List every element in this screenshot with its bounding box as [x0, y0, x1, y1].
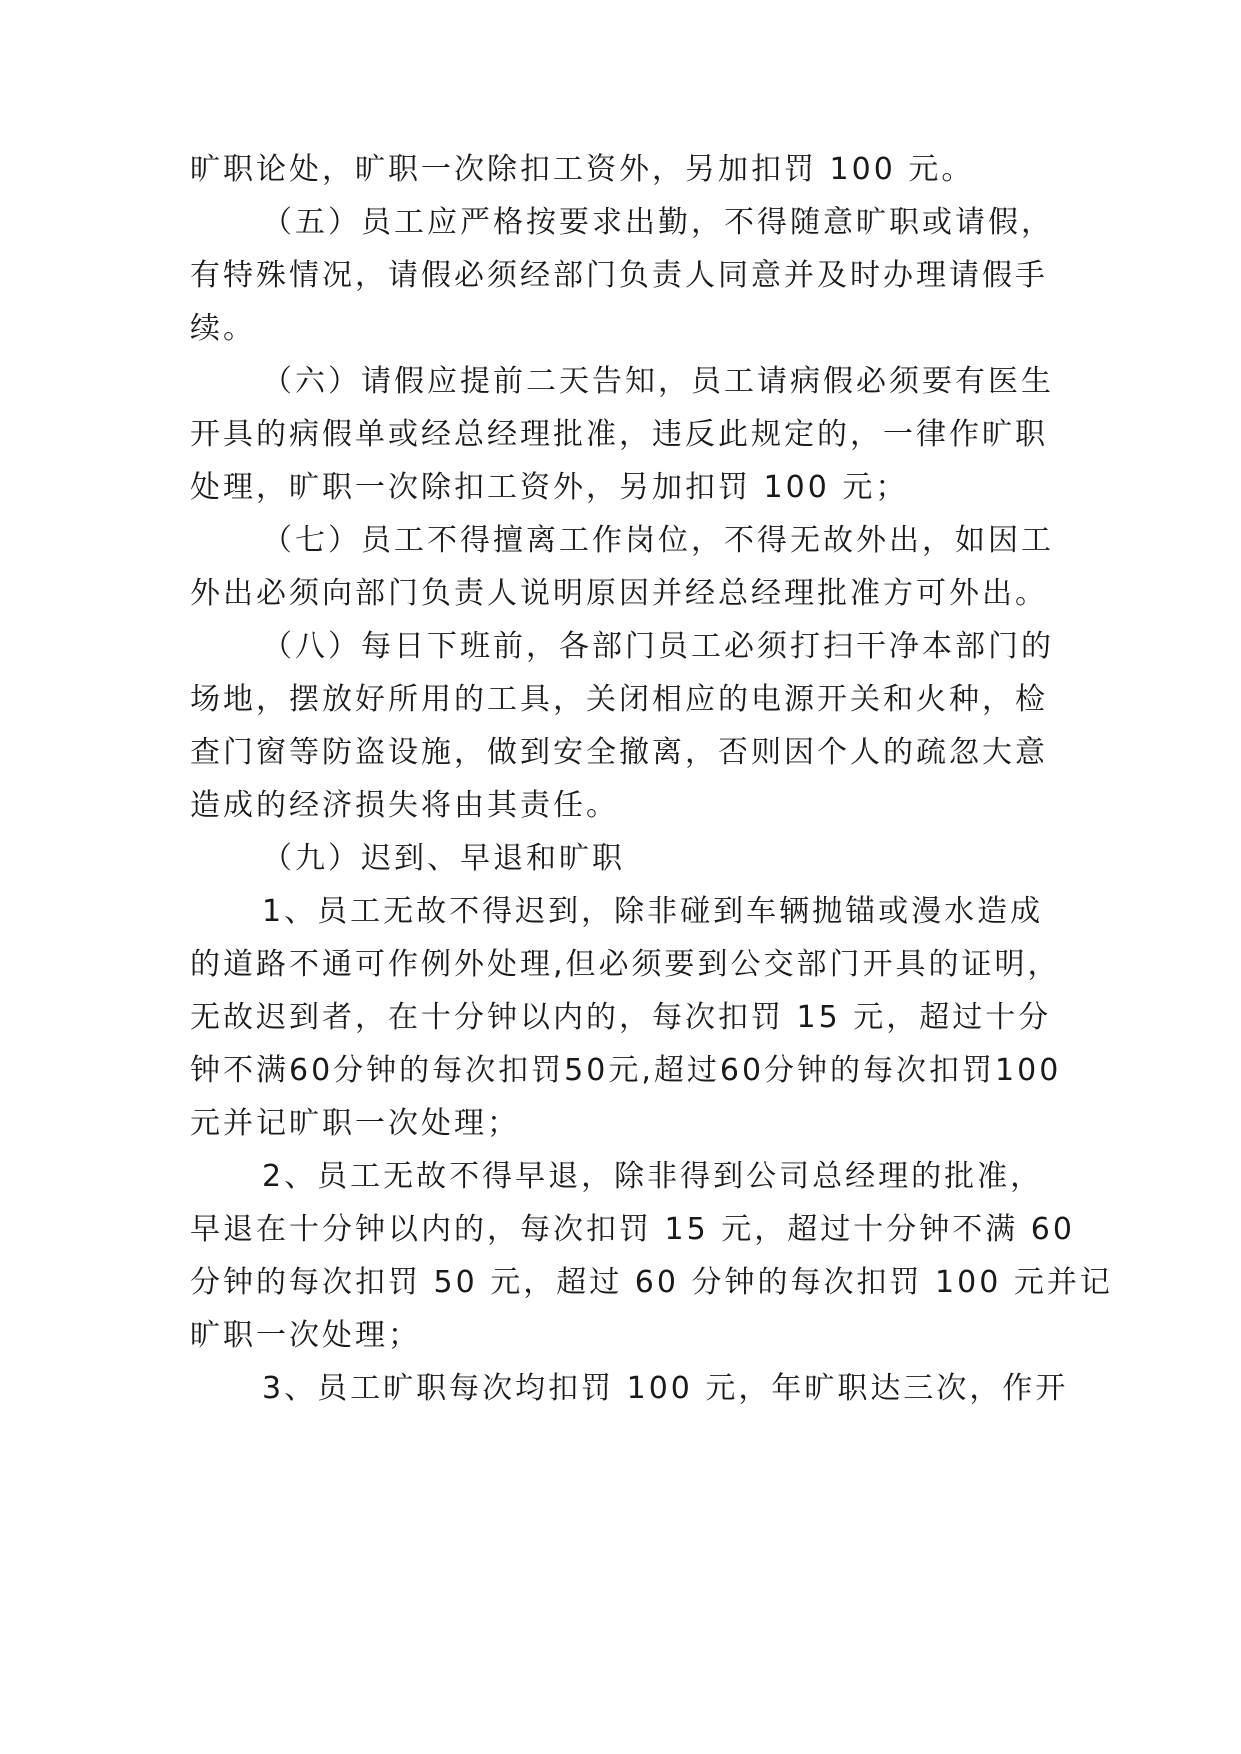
paragraph-seven: （七）员工不得擅离工作岗位，不得无故外出，如因工: [262, 523, 1054, 558]
text-line: 元并记旷职一次处理；: [190, 1106, 520, 1141]
paragraph-eight: （八）每日下班前，各部门员工必须打扫干净本部门的: [262, 629, 1054, 664]
item-two: 2、员工无故不得早退，除非得到公司总经理的批准，: [262, 1159, 1044, 1194]
text-line: 造成的经济损失将由其责任。: [190, 788, 619, 823]
text-line: 有特殊情况，请假必须经部门负责人同意并及时办理请假手: [190, 258, 1048, 293]
text-line: 处理，旷职一次除扣工资外，另加扣罚 100 元；: [190, 470, 909, 505]
text-line: 无故迟到者，在十分钟以内的，每次扣罚 15 元，超过十分: [190, 1000, 1052, 1035]
text-line: 旷职一次处理；: [190, 1318, 421, 1353]
text-line: 查门窗等防盗设施，做到安全撤离，否则因个人的疏忽大意: [190, 735, 1048, 770]
text-line: 场地，摆放好所用的工具，关闭相应的电源开关和火种，检: [190, 682, 1048, 717]
text-line: 分钟的每次扣罚 50 元，超过 60 分钟的每次扣罚 100 元并记: [190, 1265, 1113, 1300]
text-line: 早退在十分钟以内的，每次扣罚 15 元，超过十分钟不满 60: [190, 1212, 1075, 1247]
item-three: 3、员工旷职每次均扣罚 100 元，年旷职达三次，作开: [262, 1371, 1069, 1406]
text-line: 开具的病假单或经总经理批准，违反此规定的，一律作旷职: [190, 417, 1048, 452]
text-line: 钟不满60分钟的每次扣罚50元,超过60分钟的每次扣罚100: [190, 1053, 1062, 1088]
text-line: 续。: [190, 311, 256, 346]
text-line: 外出必须向部门负责人说明原因并经总经理批准方可外出。: [190, 576, 1048, 611]
item-one: 1、员工无故不得迟到，除非碰到车辆抛锚或漫水造成: [262, 894, 1044, 929]
paragraph-five: （五）员工应严格按要求出勤，不得随意旷职或请假，: [262, 205, 1054, 240]
paragraph-nine-heading: （九）迟到、早退和旷职: [262, 841, 625, 876]
paragraph-six: （六）请假应提前二天告知，员工请病假必须要有医生: [262, 364, 1054, 399]
text-line: 旷职论处，旷职一次除扣工资外，另加扣罚 100 元。: [190, 152, 975, 187]
text-line: 的道路不通可作例外处理,但必须要到公交部门开具的证明，: [190, 947, 1061, 982]
